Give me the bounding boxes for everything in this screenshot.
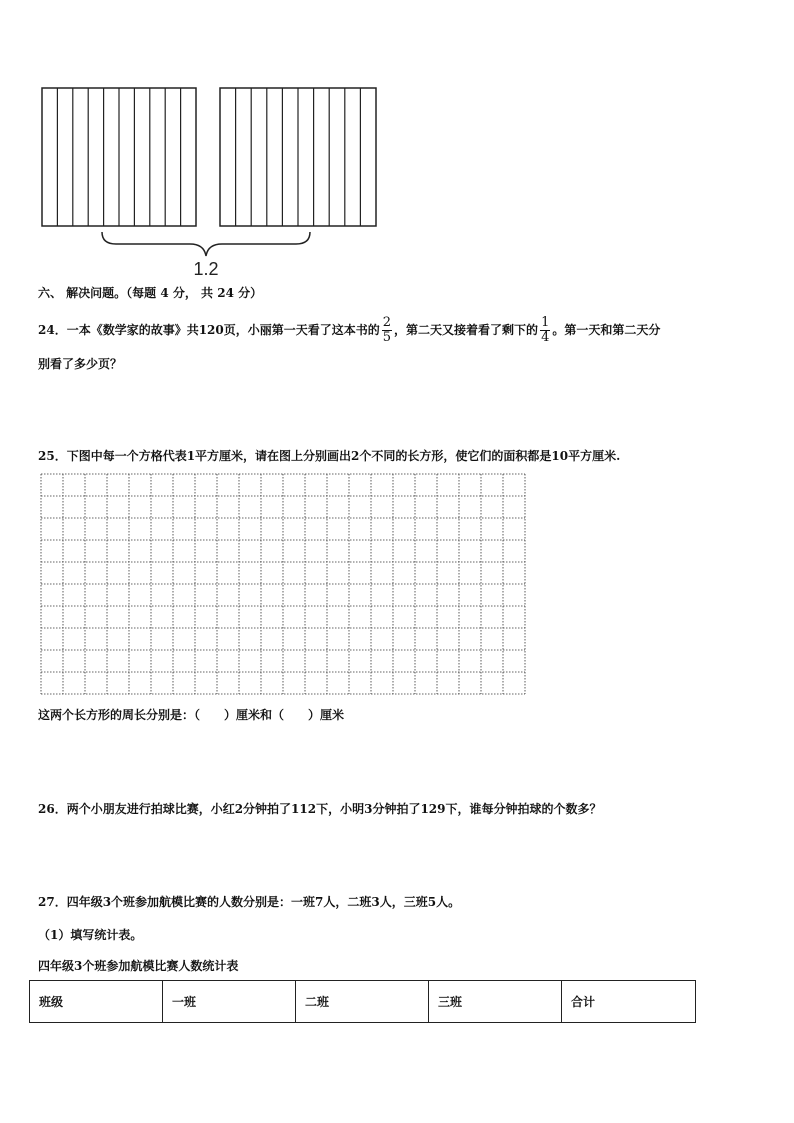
brace — [102, 232, 310, 256]
brace-label: 1.2 — [193, 259, 219, 279]
strip-diagram — [30, 80, 390, 280]
table-title: 四年级3个班参加航模比赛人数统计表 — [38, 959, 239, 973]
question-27-part1: （1）填写统计表。 — [38, 928, 143, 942]
question-24 — [38, 313, 660, 347]
table-header-cell: 三班 — [429, 981, 562, 1023]
fraction-two-fifths — [382, 316, 392, 345]
fraction-denominator: 5 — [382, 329, 392, 345]
table-header-cell: 合计 — [562, 981, 696, 1023]
perimeter-answer-line: 这两个长方形的周长分别是：（ ）厘米和（ ）厘米 — [38, 708, 345, 722]
q24-text-part1: 24．一本《数学家的故事》共120页，小丽第一天看了这本书的 — [38, 323, 380, 337]
fraction-numerator: 2 — [382, 314, 392, 330]
grid-canvas[interactable] — [40, 473, 528, 697]
question-27: 27．四年级3个班参加航模比赛的人数分别是：一班7人，二班3人，三班5人。 — [38, 895, 461, 909]
right-strip-dividers — [236, 88, 361, 226]
q24-text-part3: 。第一天和第二天分 — [552, 323, 661, 337]
fraction-one-quarter — [540, 316, 550, 345]
q24-text-part2: ，第二天又接着看了剩下的 — [394, 323, 539, 337]
section-heading: 六、 解决问题。（每题 4 分， 共 24 分） — [38, 286, 263, 300]
left-strip-dividers — [57, 88, 180, 226]
table-header-cell: 一班 — [163, 981, 296, 1023]
table-header-cell: 班级 — [30, 981, 163, 1023]
table-row — [30, 981, 696, 1023]
fraction-strip-figure — [30, 80, 390, 280]
statistics-table — [29, 980, 696, 1023]
fraction-numerator: 1 — [541, 314, 550, 330]
question-26: 26．两个小朋友进行拍球比赛，小红2分钟拍了112下，小明3分钟拍了129下，谁每分钟拍球的个数多？ — [38, 802, 602, 816]
question-25: 25．下图中每一个方格代表1平方厘米，请在图上分别画出2个不同的长方形，使它们的面积都是10平方厘米. — [38, 449, 621, 463]
q24-line2: 别看了多少页？ — [38, 357, 123, 371]
table-header-cell: 二班 — [296, 981, 429, 1023]
fraction-denominator: 4 — [541, 329, 550, 345]
square-grid[interactable] — [40, 473, 528, 697]
